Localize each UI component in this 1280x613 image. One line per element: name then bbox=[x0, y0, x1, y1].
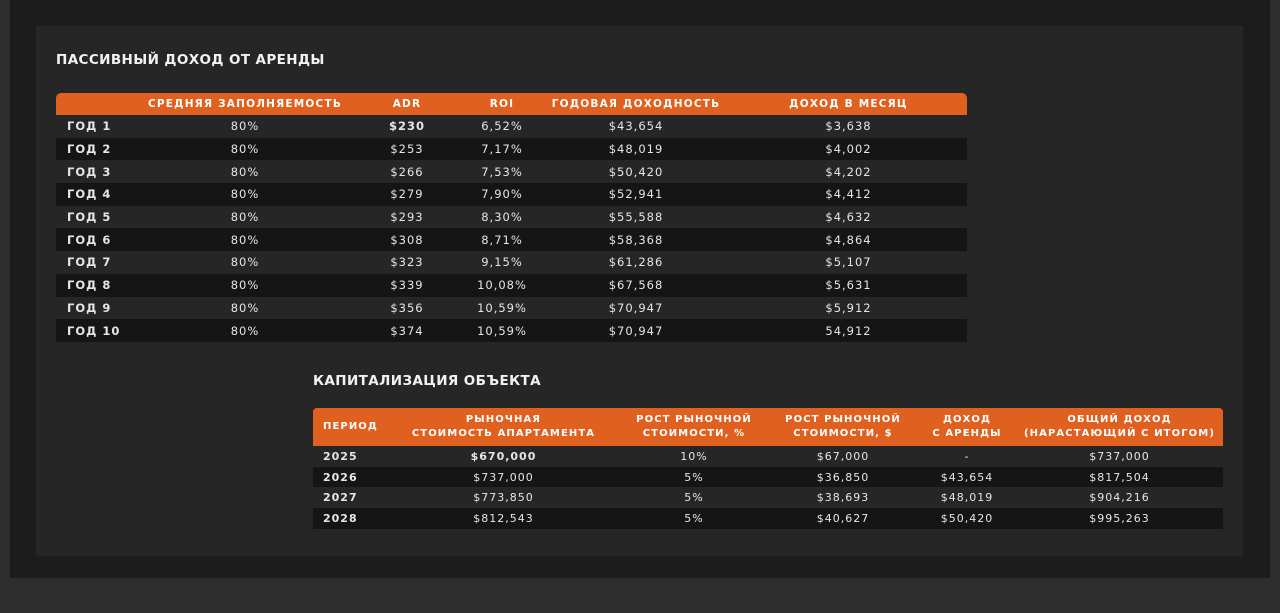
growth-percent-cell: 10% bbox=[680, 449, 708, 463]
header-line: С АРЕНДЫ bbox=[932, 428, 1002, 439]
table-row bbox=[313, 446, 1223, 467]
annual-yield-cell: $70,947 bbox=[608, 323, 664, 338]
monthly-income-cell: $5,107 bbox=[825, 255, 872, 270]
rental-income-cell: $48,019 bbox=[940, 491, 994, 505]
table-header bbox=[313, 408, 1223, 446]
adr-cell: $230 bbox=[388, 119, 425, 134]
row-label: ГОД 4 bbox=[67, 187, 112, 202]
growth-percent-cell: 5% bbox=[684, 470, 704, 484]
monthly-income-cell: $4,002 bbox=[825, 142, 872, 157]
adr-cell: $374 bbox=[390, 323, 424, 338]
period-cell: 2026 bbox=[323, 470, 358, 484]
total-income-cell: $817,504 bbox=[1089, 470, 1150, 484]
annual-yield-cell: $52,941 bbox=[608, 187, 664, 202]
table-row bbox=[313, 467, 1223, 488]
annual-yield-cell: $50,420 bbox=[608, 164, 664, 179]
row-label: ГОД 7 bbox=[67, 255, 112, 270]
passive-income-table bbox=[56, 93, 967, 342]
table-row bbox=[56, 319, 967, 342]
header-line: РОСТ РЫНОЧНОЙ bbox=[636, 414, 752, 425]
annual-yield-cell: $55,588 bbox=[608, 210, 664, 225]
roi-cell: 10,59% bbox=[477, 323, 527, 338]
rental-income-cell: $43,654 bbox=[940, 470, 994, 484]
row-label: ГОД 1 bbox=[67, 119, 112, 134]
header-cell-roi: ROI bbox=[489, 98, 515, 110]
growth-dollar-cell: $36,850 bbox=[816, 470, 870, 484]
monthly-income-cell: $4,202 bbox=[825, 164, 872, 179]
total-income-cell: $737,000 bbox=[1089, 449, 1150, 463]
annual-yield-cell: $67,568 bbox=[608, 278, 664, 293]
total-income-cell: $904,216 bbox=[1089, 491, 1150, 505]
capitalization-table bbox=[313, 408, 1223, 529]
header-line: СТОИМОСТЬ АПАРТАМЕНТА bbox=[411, 428, 596, 439]
header-line: РЫНОЧНАЯ bbox=[465, 414, 542, 425]
occupancy-cell: 80% bbox=[230, 142, 260, 157]
header-line: ДОХОД bbox=[942, 414, 992, 425]
table-row bbox=[56, 138, 967, 161]
rental-income-cell: $50,420 bbox=[940, 511, 994, 525]
roi-cell: 7,17% bbox=[481, 142, 523, 157]
header-cell-annual-yield: ГОДОВАЯ ДОХОДНОСТЬ bbox=[551, 98, 721, 110]
occupancy-cell: 80% bbox=[230, 210, 260, 225]
roi-cell: 8,30% bbox=[481, 210, 523, 225]
period-cell: 2028 bbox=[323, 511, 358, 525]
row-label: ГОД 8 bbox=[67, 278, 112, 293]
roi-cell: 6,52% bbox=[481, 119, 523, 134]
annual-yield-cell: $43,654 bbox=[608, 119, 664, 134]
annual-yield-cell: $61,286 bbox=[608, 255, 664, 270]
annual-yield-cell: $70,947 bbox=[608, 300, 664, 315]
market-value-cell: $737,000 bbox=[473, 470, 534, 484]
table-row bbox=[56, 297, 967, 320]
monthly-income-cell: $4,412 bbox=[825, 187, 872, 202]
header-cell-growth-percent bbox=[620, 413, 768, 441]
occupancy-cell: 80% bbox=[230, 187, 260, 202]
adr-cell: $356 bbox=[390, 300, 424, 315]
growth-dollar-cell: $38,693 bbox=[816, 491, 870, 505]
section-title-passive-income: ПАССИВНЫЙ ДОХОД ОТ АРЕНДЫ bbox=[56, 52, 325, 68]
table-row bbox=[313, 487, 1223, 508]
row-label: ГОД 5 bbox=[67, 210, 112, 225]
occupancy-cell: 80% bbox=[230, 119, 260, 134]
roi-cell: 10,59% bbox=[477, 300, 527, 315]
header-cell-market-value bbox=[387, 413, 620, 441]
period-cell: 2027 bbox=[323, 491, 358, 505]
adr-cell: $253 bbox=[390, 142, 424, 157]
growth-dollar-cell: $40,627 bbox=[816, 511, 870, 525]
occupancy-cell: 80% bbox=[230, 232, 260, 247]
row-label: ГОД 6 bbox=[67, 232, 112, 247]
row-label: ГОД 3 bbox=[67, 164, 112, 179]
table-row bbox=[56, 251, 967, 274]
period-cell: 2025 bbox=[323, 449, 358, 463]
roi-cell: 8,71% bbox=[481, 232, 523, 247]
adr-cell: $293 bbox=[390, 210, 424, 225]
monthly-income-cell: $4,632 bbox=[825, 210, 872, 225]
occupancy-cell: 80% bbox=[230, 323, 260, 338]
monthly-income-cell: $3,638 bbox=[825, 119, 872, 134]
adr-cell: $308 bbox=[390, 232, 424, 247]
occupancy-cell: 80% bbox=[230, 255, 260, 270]
row-label: ГОД 10 bbox=[67, 323, 121, 338]
roi-cell: 9,15% bbox=[481, 255, 523, 270]
adr-cell: $266 bbox=[390, 164, 424, 179]
header-cell-occupancy: СРЕДНЯЯ ЗАПОЛНЯЕМОСТЬ bbox=[147, 98, 343, 110]
header-cell-adr: ADR bbox=[392, 98, 422, 110]
monthly-income-cell: $4,864 bbox=[825, 232, 872, 247]
section-title-capitalization: КАПИТАЛИЗАЦИЯ ОБЪЕКТА bbox=[313, 373, 541, 389]
table-header bbox=[56, 93, 967, 115]
header-line: ОБЩИЙ ДОХОД bbox=[1067, 414, 1172, 425]
roi-cell: 7,53% bbox=[481, 164, 523, 179]
occupancy-cell: 80% bbox=[230, 164, 260, 179]
roi-cell: 10,08% bbox=[477, 278, 527, 293]
annual-yield-cell: $58,368 bbox=[608, 232, 664, 247]
adr-cell: $339 bbox=[390, 278, 424, 293]
header-line: (НАРАСТАЮЩИЙ С ИТОГОМ) bbox=[1024, 428, 1215, 439]
row-label: ГОД 9 bbox=[67, 300, 112, 315]
header-cell-total-income bbox=[1016, 413, 1223, 441]
monthly-income-cell: $5,631 bbox=[825, 278, 872, 293]
annual-yield-cell: $48,019 bbox=[608, 142, 664, 157]
growth-percent-cell: 5% bbox=[684, 511, 704, 525]
table-row bbox=[56, 160, 967, 183]
header-line: ПЕРИОД bbox=[323, 421, 378, 432]
table-row bbox=[56, 183, 967, 206]
table-row bbox=[313, 508, 1223, 529]
header-line: РОСТ РЫНОЧНОЙ bbox=[785, 414, 901, 425]
monthly-income-cell: 54,912 bbox=[825, 323, 872, 338]
monthly-income-cell: $5,912 bbox=[825, 300, 872, 315]
market-value-cell: $812,543 bbox=[473, 511, 534, 525]
growth-percent-cell: 5% bbox=[684, 491, 704, 505]
table-row bbox=[56, 115, 967, 138]
header-cell-monthly-income: ДОХОД В МЕСЯЦ bbox=[789, 98, 908, 110]
table-row bbox=[56, 274, 967, 297]
occupancy-cell: 80% bbox=[230, 300, 260, 315]
adr-cell: $279 bbox=[390, 187, 424, 202]
rental-income-cell: - bbox=[964, 449, 970, 463]
roi-cell: 7,90% bbox=[481, 187, 523, 202]
occupancy-cell: 80% bbox=[230, 278, 260, 293]
growth-dollar-cell: $67,000 bbox=[816, 449, 870, 463]
table-row bbox=[56, 228, 967, 251]
header-cell-period bbox=[313, 420, 387, 434]
row-label: ГОД 2 bbox=[67, 142, 112, 157]
header-line: СТОИМОСТИ, % bbox=[642, 428, 746, 439]
header-line: СТОИМОСТИ, $ bbox=[793, 428, 893, 439]
header-cell-rental-income bbox=[918, 413, 1016, 441]
header-cell-growth-dollar bbox=[768, 413, 918, 441]
total-income-cell: $995,263 bbox=[1089, 511, 1150, 525]
market-value-cell: $670,000 bbox=[470, 449, 537, 463]
adr-cell: $323 bbox=[390, 255, 424, 270]
market-value-cell: $773,850 bbox=[473, 491, 534, 505]
table-row bbox=[56, 206, 967, 229]
